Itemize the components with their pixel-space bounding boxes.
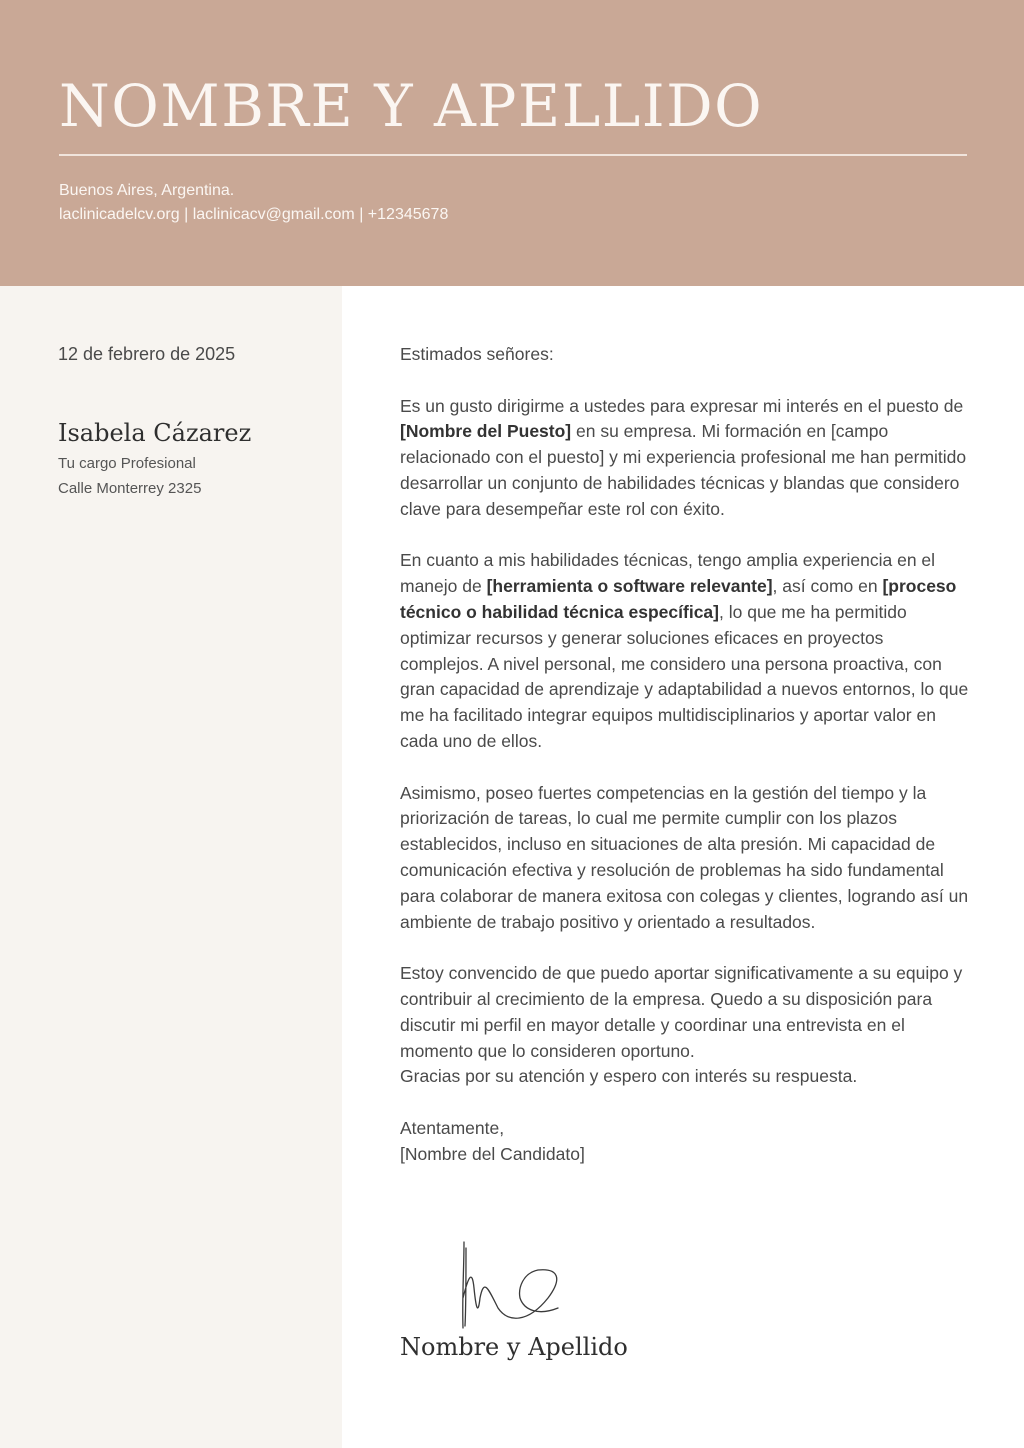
handwritten-signature <box>458 1238 568 1332</box>
letter-body <box>400 342 970 1168</box>
p1-text-c: en su empresa. Mi formación en [campo relacionado con el puesto] y mi experiencia profesional me han permitido desarrollar un conjunto de habilidades técnicas y blandas que considero clave para desempeñar este rol con éxito. <box>400 421 967 519</box>
header-name: NOMBRE Y APELLIDO <box>59 72 764 140</box>
letter-paragraph-3: Asimismo, poseo fuertes competencias en la gestión del tiempo y la priorización de tareas, lo cual me permite cumplir con los plazos establecidos, incluso en situaciones de alta presión. Mi capacidad de comunicación efectiva y resolución de problemas ha sido fundamental para colaborar de manera exitosa con colegas y clientes, logrando así un ambiente de trabajo positivo y orientado a resultados. <box>400 782 969 932</box>
letter-closing: Atentamente, <box>400 1117 505 1138</box>
letter-paragraph-1 <box>400 394 970 523</box>
header-divider <box>59 154 967 156</box>
recipient-address: Calle Monterrey 2325 <box>58 480 202 497</box>
p1-placeholder-position: [Nombre del Puesto] <box>400 421 572 442</box>
candidate-name-placeholder: [Nombre del Candidato] <box>400 1143 585 1164</box>
p2-placeholder-tool: [herramienta o software relevante] <box>486 576 773 597</box>
p1-text-a: Es un gusto dirigirme a ustedes para expresar mi interés en el puesto de <box>400 395 964 416</box>
p4-line-1: Estoy convencido de que puedo aportar significativamente a su equipo y contribuir al crecimiento de la empresa. Quedo a su disposición para discutir mi perfil en mayor detalle y coordinar una entrevista en el momento que lo consideren oportuno. <box>400 963 963 1061</box>
letter-date: 12 de febrero de 2025 <box>58 344 236 364</box>
header-banner <box>0 0 1024 286</box>
p2-text-a: En cuanto a mis habilidades técnicas, tengo amplia experiencia en el manejo de <box>400 550 936 597</box>
letter-greeting: Estimados señores: <box>400 344 554 364</box>
p2-placeholder-process: [proceso técnico o habilidad técnica específica] <box>400 576 957 622</box>
recipient-title: Tu cargo Profesional <box>58 455 196 472</box>
recipient-name: Isabela Cázarez <box>58 419 252 447</box>
p4-line-2: Gracias por su atención y espero con interés su respuesta. <box>400 1066 858 1087</box>
header-contact: laclinicadelcv.org | laclinicacv@gmail.com | +12345678 <box>59 206 449 223</box>
p2-text-c: , así como en <box>772 576 883 597</box>
letter-paragraph-4 <box>400 961 970 1090</box>
letter-paragraph-2 <box>400 548 970 754</box>
p2-text-e: , lo que me ha permitido optimizar recursos y generar soluciones eficaces en proyectos complejos. A nivel personal, me considero una persona proactiva, con gran capacidad de aprendizaje y adaptabilidad a nuevos entornos, lo que me ha facilitado integrar equipos multidisciplinarios y aportar valor en cada uno de ellos. <box>400 601 969 751</box>
signature-printed-name: Nombre y Apellido <box>400 1333 628 1361</box>
header-location: Buenos Aires, Argentina. <box>59 182 235 199</box>
